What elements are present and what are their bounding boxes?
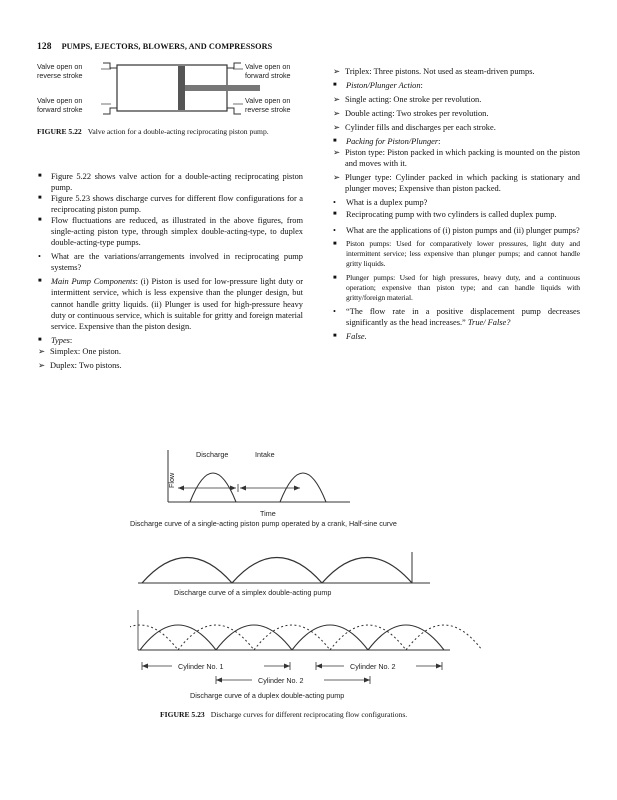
question-variations: • What are the variations/arrangements involved in reciprocating pump systems? bbox=[38, 252, 303, 273]
panel-simplex bbox=[138, 552, 430, 597]
list-item: ➢ Plunger type: Cylinder packed in which packing is stationary and plunger moves; Expensive than piston packed. bbox=[333, 173, 580, 194]
main-pump-components: ■ Main Pump Components: (i) Piston is used for low-pressure light duty or intermittent service, which is less expensive than the plunger design, but cannot handle gritty liquids. (ii) Plunger is used for high-pressure heavy duty or continuous service, which is suitable for gritty and foreign material service. Expensive than the piston design. bbox=[38, 277, 304, 331]
discharge-curves-diagram bbox=[130, 440, 490, 712]
label-left-bottom-1: Valve open on bbox=[37, 96, 83, 105]
discharge-hump-2 bbox=[280, 473, 326, 502]
label-right-top-1: Valve open on bbox=[245, 62, 291, 71]
figure-5-23-caption bbox=[160, 710, 407, 719]
label-left-top-1: Valve open on bbox=[37, 62, 83, 71]
panel-duplex bbox=[130, 610, 482, 700]
list-item: ➢ Duplex: Two pistons. bbox=[38, 360, 122, 370]
subtitle-duplex: Discharge curve of a duplex double-acting pump bbox=[190, 691, 345, 700]
label-cylinder-2-a: Cylinder No. 2 bbox=[350, 662, 396, 671]
running-header bbox=[37, 42, 272, 52]
question-flow-rate: • “The flow rate in a positive displacement pump decreases significantly as the head increases.” True/ False? bbox=[333, 307, 580, 328]
figure-5-22 bbox=[37, 60, 305, 120]
label-intake: Intake bbox=[255, 450, 275, 459]
figure-5-23 bbox=[130, 440, 490, 712]
simplex-hump-3 bbox=[322, 558, 412, 584]
list-item: ➢ Cylinder fills and discharges per each stroke. bbox=[333, 123, 496, 133]
piston-rod bbox=[185, 85, 260, 91]
label-right-bottom-1: Valve open on bbox=[245, 96, 291, 105]
piston-plunger-action: ■ Piston/Plunger Action: bbox=[333, 81, 423, 91]
subtitle-simplex: Discharge curve of a simplex double-acting pump bbox=[174, 588, 332, 597]
list-item: ■ Figure 5.22 shows valve action for a double-acting reciprocating piston pump. bbox=[38, 172, 303, 193]
simplex-hump-1 bbox=[142, 558, 232, 584]
label-right-bottom-2: reverse stroke bbox=[245, 105, 291, 114]
list-item: ➢ Double acting: Two strokes per revolution. bbox=[333, 109, 489, 119]
answer-flow-rate: ■ False. bbox=[333, 332, 367, 342]
types-item: ■ Types: bbox=[38, 335, 73, 345]
list-item: ■ Figure 5.23 shows discharge curves for different flow configurations for a reciprocating piston pump. bbox=[38, 194, 303, 215]
types-label: Types bbox=[51, 335, 70, 345]
running-title: PUMPS, EJECTORS, BLOWERS, AND COMPRESSORS bbox=[61, 42, 273, 51]
question-duplex: • What is a duplex pump? bbox=[333, 198, 428, 208]
answer-plunger-pumps: ■ Plunger pumps: Used for high pressures, heavy duty, and a continuous operation; expensive than piston type; and can handle liquids with gritty/foreign material. bbox=[333, 272, 580, 303]
list-item: ➢ Single acting: One stroke per revolution. bbox=[333, 95, 482, 105]
answer-duplex: ■ Reciprocating pump with two cylinders is called duplex pump. bbox=[333, 209, 557, 219]
label-left-bottom-2: forward stroke bbox=[37, 105, 83, 114]
label-right-top-2: forward stroke bbox=[245, 71, 291, 80]
left-top-valve bbox=[103, 63, 117, 68]
answer-piston-pumps: ■ Piston pumps: Used for comparatively lower pressures, light duty and intermittent service; less expensive than plunger pumps; and cannot handle gritty liquids. bbox=[333, 238, 580, 269]
label-left-top-2: reverse stroke bbox=[37, 71, 83, 80]
figure-5-22-caption-text: Valve action for a double-acting reciprocating piston pump. bbox=[87, 127, 269, 136]
figure-5-23-caption-label: FIGURE 5.23 bbox=[160, 710, 205, 719]
right-column bbox=[333, 66, 580, 343]
list-item: ➢ Piston type: Piston packed in which packing is mounted on the piston and moves with it. bbox=[333, 148, 580, 169]
list-item: ➢ Simplex: One piston. bbox=[38, 346, 121, 356]
left-bottom-valve bbox=[103, 108, 117, 114]
page-number: 128 bbox=[37, 42, 52, 52]
piston bbox=[178, 66, 185, 110]
label-discharge: Discharge bbox=[196, 450, 229, 459]
axis-time-label: Time bbox=[260, 509, 276, 518]
figure-5-22-caption bbox=[37, 127, 302, 138]
right-top-valve bbox=[227, 63, 241, 68]
question-applications: • What are the applications of (i) piston pumps and (ii) plunger pumps? bbox=[333, 225, 580, 235]
axis-flow-label: Flow bbox=[167, 472, 176, 488]
figure-5-22-caption-label: FIGURE 5.22 bbox=[37, 127, 82, 136]
label-cylinder-1: Cylinder No. 1 bbox=[178, 662, 224, 671]
label-cylinder-2-b: Cylinder No. 2 bbox=[258, 676, 304, 685]
list-item: ■ Flow fluctuations are reduced, as illustrated in the above figures, from single-acting piston type, through simplex double-acting-type, to duplex double-acting-type pumps. bbox=[38, 216, 303, 248]
right-bottom-valve bbox=[227, 108, 241, 114]
list-item: ➢ Triplex: Three pistons. Not used as steam-driven pumps. bbox=[333, 67, 535, 76]
main-components-label: Main Pump Components bbox=[51, 277, 136, 287]
valve-action-diagram bbox=[37, 60, 305, 120]
discharge-hump-1 bbox=[190, 473, 236, 502]
subtitle-single-acting: Discharge curve of a single-acting piston pump operated by a crank, Half-sine curve bbox=[130, 519, 397, 528]
simplex-hump-2 bbox=[232, 558, 322, 584]
left-column bbox=[38, 171, 303, 371]
figure-5-23-caption-text: Discharge curves for different reciprocating flow configurations. bbox=[210, 710, 408, 719]
panel-single-acting bbox=[130, 450, 397, 528]
packing-item: ■ Packing for Piston/Plunger: bbox=[333, 137, 441, 147]
